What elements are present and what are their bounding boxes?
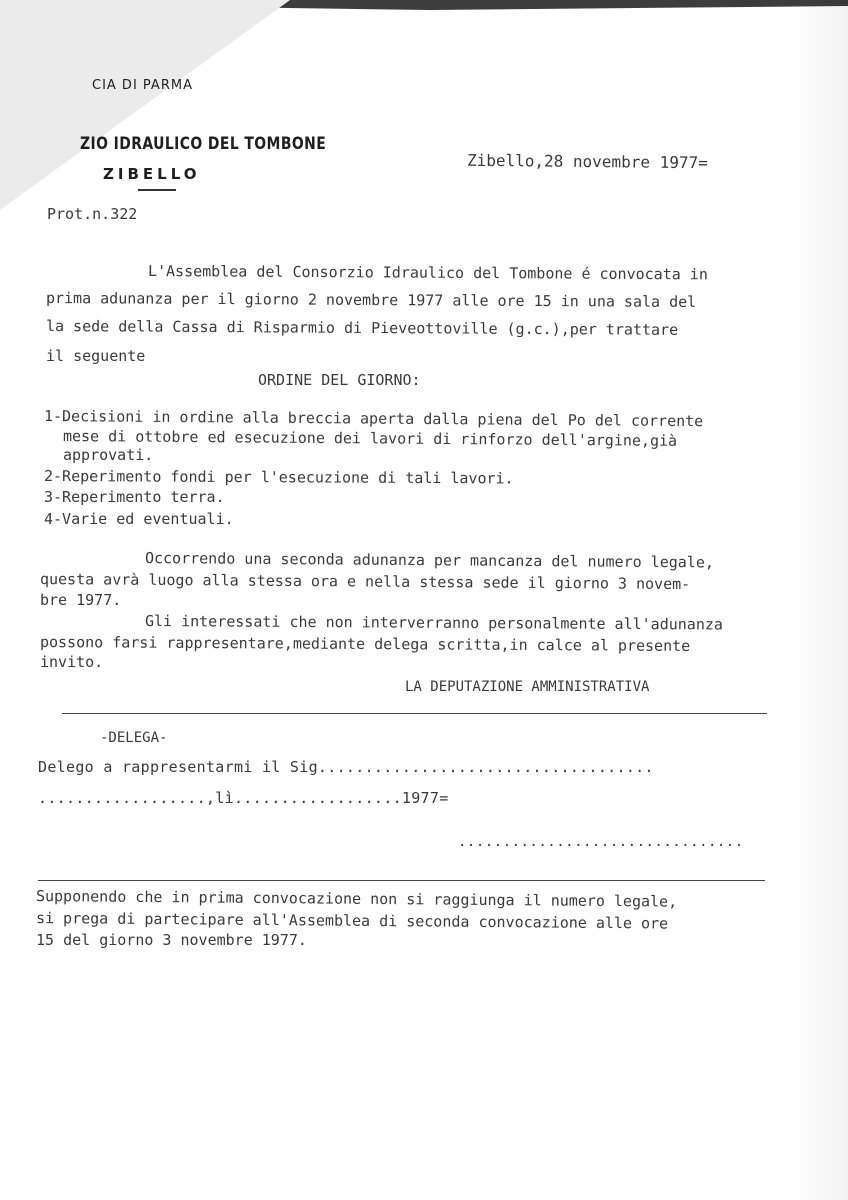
town-name: ZIBELLO [103, 165, 201, 183]
delega-line-1: Delego a rappresentarmi il Sig.................................... [38, 758, 654, 776]
footer-rule [38, 880, 765, 881]
intro-line-4: il seguente [46, 347, 146, 365]
proxy-note-line-1: Gli interessati che non interverranno personalmente all'adunanza [144, 612, 724, 634]
footer-line-2: si prega di partecipare all'Assemblea di seconda convocazione alle ore [35, 909, 669, 933]
delega-line-2: ..................,lì..................1977= [38, 789, 449, 807]
consortium-name: ZIO IDRAULICO DEL TOMBONE [80, 134, 327, 154]
agenda-title: ORDINE DEL GIORNO: [258, 371, 421, 389]
second-meeting-line-3: bre 1977. [40, 591, 122, 609]
town-underline [138, 189, 176, 191]
footer-line-3: 15 del giorno 3 novembre 1977. [36, 931, 307, 949]
proxy-note-line-2: possono farsi rappresentare,mediante delega scritta,in calce al presente [39, 633, 691, 655]
delega-top-rule [62, 713, 767, 714]
second-meeting-line-2: questa avrà luogo alla stessa ora e nella stessa sede il giorno 3 novem- [39, 570, 691, 594]
protocol-number: Prot.n.322 [47, 205, 138, 223]
delega-signature-line: ................................ [458, 834, 744, 850]
footer-line-1: Supponendo che in prima convocazione non si raggiunga il numero legale, [35, 887, 678, 911]
intro-line-2: prima adunanza per il giorno 2 novembre 1977 alle ore 15 in una sala del [45, 289, 697, 311]
second-meeting-line-1: Occorrendo una seconda adunanza per mancanza del numero legale, [144, 549, 715, 572]
agenda-item-1-cont: mese di ottobre ed esecuzione dei lavori di rinforzo dell'argine,già [62, 427, 678, 450]
agenda-item-1-end: approvati. [63, 446, 154, 464]
intro-line-1: L'Assemblea del Consorzio Idraulico del Tombone é convocata in [147, 262, 708, 284]
agenda-item-3: 3-Reperimento terra. [44, 488, 225, 506]
intro-line-3: la sede della Cassa di Risparmio di Pieveottoville (g.c.),per trattare [45, 317, 679, 339]
date-line: Zibello,28 novembre 1977= [466, 150, 708, 173]
agenda-item-4: 4-Varie ed eventuali. [44, 510, 234, 528]
agenda-item-1: 1-Decisioni in ordine alla breccia aperta dalla piena del Po del corrente [43, 407, 704, 431]
delega-title: -DELEGA- [100, 730, 168, 746]
signature-caption: LA DEPUTAZIONE AMMINISTRATIVA [405, 679, 650, 695]
proxy-note-line-3: invito. [40, 653, 104, 671]
agenda-item-2: 2-Reperimento fondi per l'esecuzione di tali lavori. [43, 467, 514, 488]
province-header: CIA DI PARMA [92, 78, 193, 93]
